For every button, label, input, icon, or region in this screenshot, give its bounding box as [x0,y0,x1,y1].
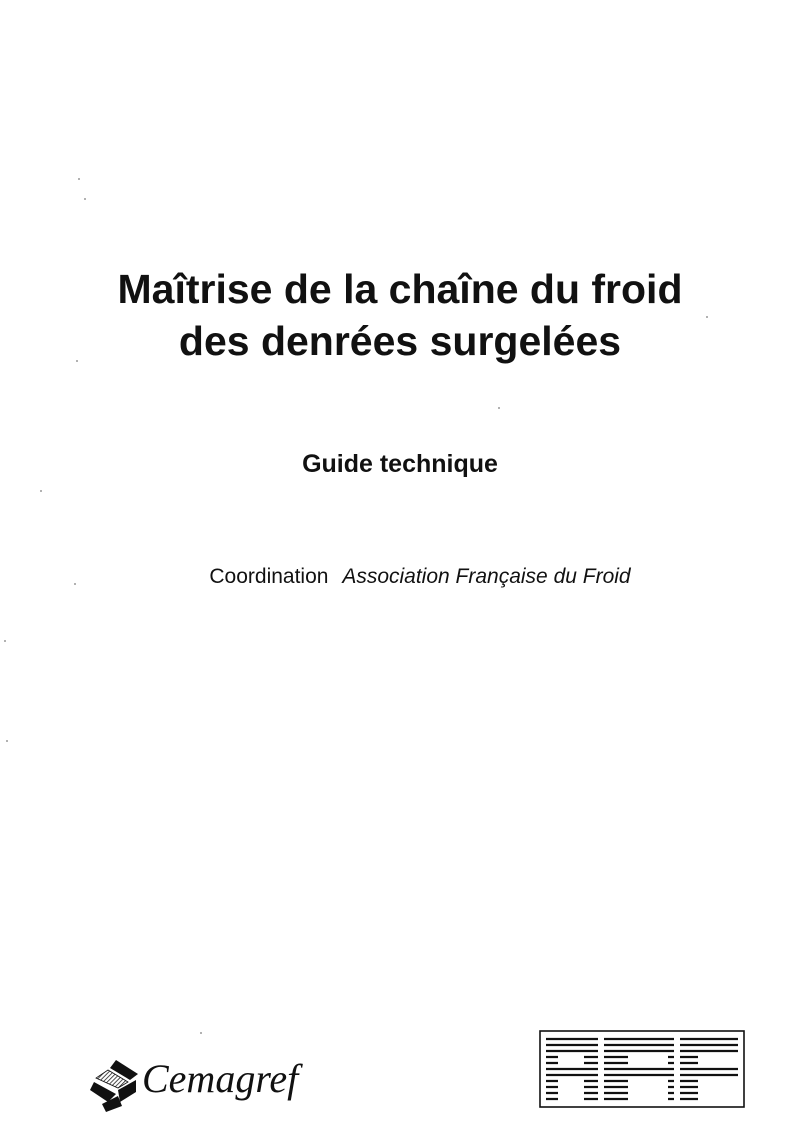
title-line-1: Maîtrise de la chaîne du froid [117,266,683,312]
title-line-2: des denrées surgelées [178,318,622,364]
scan-speck [76,360,78,362]
scan-speck [74,583,76,585]
scan-speck [78,178,80,180]
coordination-organization: Association Française du Froid [342,565,631,588]
scan-speck [706,316,708,318]
scan-speck [498,407,500,409]
cemagref-logo [88,1050,328,1120]
scan-speck [6,740,8,742]
scan-speck [200,1032,202,1034]
scan-speck [84,198,86,200]
cemagref-wordmark: Cemagref [142,1056,299,1101]
scan-speck [40,490,42,492]
coordination-label: Coordination [209,565,329,588]
scan-speck [4,640,6,642]
subtitle: Guide technique [302,450,498,478]
cemagref-emblem-icon [88,1054,144,1114]
coordination-line [100,563,740,591]
aff-logo [538,1029,746,1109]
